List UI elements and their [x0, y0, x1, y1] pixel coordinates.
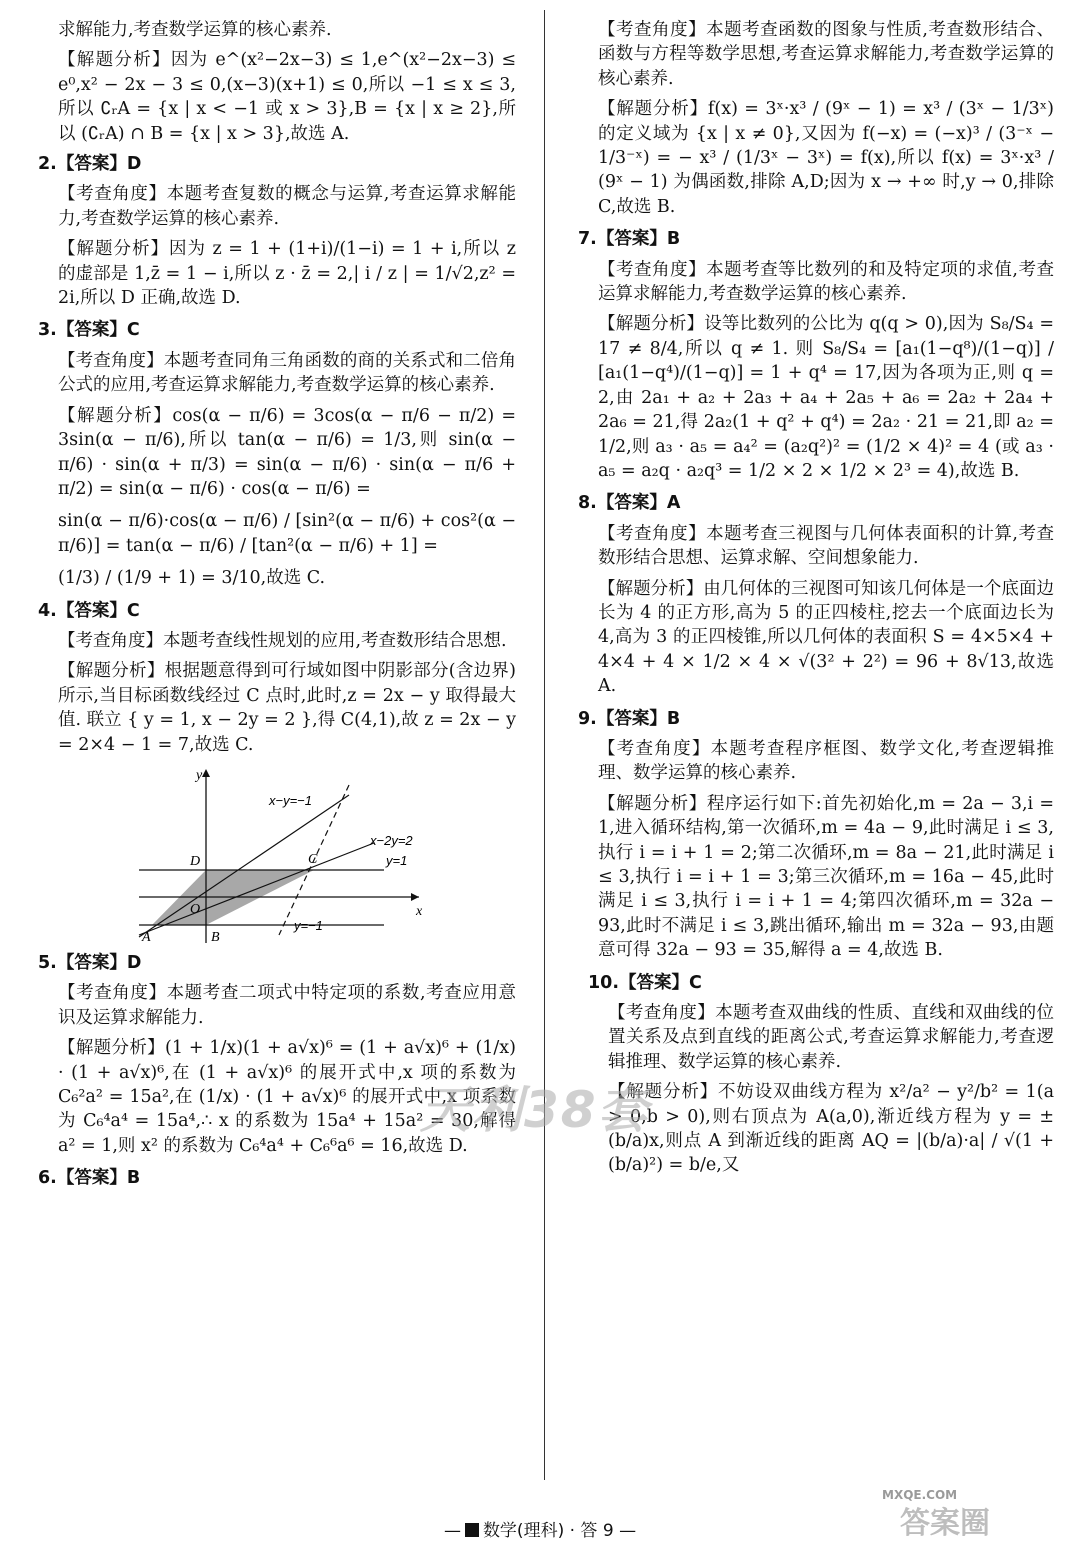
q2-number: 2. [38, 154, 57, 175]
q10-answer: 【答案】C [619, 972, 702, 993]
label-line-4: y=−1 [294, 917, 323, 933]
q9-answer: 【答案】B [596, 708, 681, 729]
label-line-2: x−2y=2 [370, 832, 413, 848]
q4-number: 4. [38, 600, 57, 621]
q8-angle: 【考查角度】本题考查三视图与几何体表面积的计算,考查数形结合思想、运算求解、空间想象能力. [598, 523, 1054, 569]
origin-label: O [190, 901, 201, 917]
q5-angle: 【考查角度】本题考查二项式中特定项的系数,考查应用意识及运算求解能力. [58, 983, 516, 1028]
q10-angle: 【考查角度】本题考查双曲线的性质、直线和双曲线的位置关系及点到直线的距离公式,考查运算求解能力,考查逻辑推理、数学运算的核心素养. [608, 1003, 1054, 1072]
footer-dot: · [569, 1521, 576, 1541]
q9-analysis: 【解题分析】程序运行如下:首先初始化,m = 2a − 3,i = 1,进入循环结构,第一次循环,m = 4a − 9,此时满足 i ≤ 3,执行 i = i + 1 = 2;第二次循环,m = 8a − 21,此时满足 i ≤ 3,执行 i = i + 1 = 3;第三次循环,m = 16a − 45,此时满足 i ≤ 3,执行 i = i + 1 = 4;第四次循环,m = 32a − 93,此时不满足 i ≤ 3,跳出循环,输出 m = 32a − 93,由题意可得 32a − 93 = 35,解得 a = 4,故选 B. [598, 793, 1054, 961]
q4-answer: 【答案】C [56, 600, 140, 621]
q6-analysis: 【解题分析】f(x) = 3ˣ·x³ / (9ˣ − 1) = x³ / (3ˣ − 1/3ˣ) 的定义域为 {x | x ≠ 0},又因为 f(−x) = (−x)³ / (3⁻ˣ − 1/3⁻ˣ) = − x³ / (1/3ˣ − 3ˣ) = f(x),所以 f(x) = 3ˣ·x³ / (9ˣ − 1) 为偶函数,排除 A,D;因为 x → +∞ 时,y → 0,排除 C,故选 B. [598, 99, 1054, 217]
point-c-label: C [308, 851, 318, 867]
q6-answer: 【答案】B [56, 1168, 141, 1189]
intro-text-1: 求解能力,考查数学运算的核心素养. [58, 20, 332, 40]
q5-analysis: 【解题分析】(1 + 1/x)(1 + a√x)⁶ = (1 + a√x)⁶ + (1/x) · (1 + a√x)⁶,在 (1 + a√x)⁶ 的展开式中,x 项的系数为 C₆²a² = 15a²,在 (1/x) · (1 + a√x)⁶ 的展开式中,x 项系数为 C₆⁴a⁴ = 15a⁴,∴ x 的系数为 15a⁴ + 15a² = 30,解得 a² = 1,则 x² 的系数为 C₆⁴a⁴ + C₆⁶a⁶ = 16,故选 D. [58, 1038, 516, 1156]
y-axis-arrow [202, 769, 210, 777]
q2-analysis: 【解题分析】因为 z = 1 + (1+i)/(1−i) = 1 + i,所以 z 的虚部是 1,z̄ = 1 − i,所以 z · z̄ = 2,| i / z | = 1/√2,z² = 2i,所以 D 正确,故选 D. [58, 239, 516, 309]
q10-analysis: 【解题分析】不妨设双曲线方程为 x²/a² − y²/b² = 1(a > 0,b > 0),则右顶点为 A(a,0),渐近线方程为 y = ± (b/a)x,则点 A 到渐近线的距离 AQ = |(b/a)·a| / √(1 + (b/a)²) = b/e,又 [608, 1082, 1054, 1176]
q5-answer: 【答案】D [56, 952, 142, 973]
x-axis-arrow [411, 893, 419, 901]
q3-formula-line: sin(α − π/6)·cos(α − π/6) / [sin²(α − π/6) + cos²(α − π/6)] = tan(α − π/6) / [tan²(α − π/6) + 1] = [58, 511, 516, 556]
q4-angle: 【考查角度】本题考查线性规划的应用,考查数形结合思想. [58, 630, 507, 651]
question-4 [38, 599, 516, 945]
q10-number: 10. [588, 972, 620, 993]
feasible-region-figure [134, 765, 484, 945]
label-line-1: x−y=−1 [269, 792, 313, 808]
footer-left-dash: — [443, 1521, 461, 1541]
question-10 [588, 971, 1054, 1178]
question-3 [38, 318, 516, 590]
q6-number: 6. [38, 1168, 57, 1189]
q8-answer: 【答案】A [596, 493, 681, 514]
y-axis-label: y [196, 767, 203, 783]
brand-watermark: 天利38套 [420, 1081, 650, 1139]
left-column [38, 18, 516, 1197]
site-watermark: MXQE.COM [882, 1488, 958, 1502]
x-axis-label: x [416, 903, 423, 919]
point-b-label: B [211, 929, 220, 945]
q3-analysis: 【解题分析】cos(α − π/6) = 3cos(α − π/6 − π/2) = 3sin(α − π/6),所以 tan(α − π/6) = 1/3,则 sin(α − π/6) · sin(α + π/3) = sin(α − π/6) · sin(α − π/6 + π/2) = sin(α − π/6) · cos(α − π/6) = [58, 405, 516, 499]
question-2 [38, 152, 516, 310]
q7-analysis: 【解题分析】设等比数列的公比为 q(q > 0),因为 S₈/S₄ = 17 ≠ 8/4,所以 q ≠ 1. 则 S₈/S₄ = [a₁(1−q⁸)/(1−q)] / [a₁(1−q⁴)/(1−q)] = 1 + q⁴ = 17,因为各项为正,则 q = 2,由 2a₁ + a₂ + 2a₃ + a₄ + 2a₅ + a₆ = 2a₂ + 2a₄ + 2a₆ = 21,得 2a₂(1 + q² + q⁴) = 2a₂ · 21 = 21,即 a₂ = 1/2,则 a₃ · a₅ = a₄² = (a₂q²)² = (1/2 × 4)² = 4 (或 a₃ · a₅ = a₂q · a₂q³ = 1/2 × 2 × 1/2 × 2³ = 4),故选 B. [598, 314, 1054, 481]
point-a-label: A [142, 929, 151, 945]
feasible-region-graph [134, 765, 484, 945]
q3-angle: 【考查角度】本题考查同角三角函数的商的关系式和二倍角公式的应用,考查运算求解能力,考查数学运算的核心素养. [58, 350, 516, 396]
question-7 [578, 227, 1054, 483]
q6-angle: 【考查角度】本题考查函数的图象与性质,考查数形结合、函数与方程等数学思想,考查运算求解能力,考查数学运算的核心素养. [598, 20, 1054, 89]
question-8 [578, 491, 1054, 698]
q8-number: 8. [578, 493, 597, 514]
q3-result: (1/3) / (1/9 + 1) = 3/10,故选 C. [58, 568, 326, 589]
footer-page: 答 9 [580, 1521, 614, 1541]
q9-number: 9. [578, 708, 597, 729]
intro-text-2: 【解题分析】因为 e^(x²−2x−3) ≤ 1,e^(x²−2x−3) ≤ e⁰,x² − 2x − 3 ≤ 0,(x−3)(x+1) ≤ 0,所以 −1 ≤ x ≤ 3,所以 ∁ᵣA = {x | x < −1 或 x > 3},B = {x | x ≥ 2},所以 (∁ᵣA) ∩ B = {x | x > 3},故选 A. [58, 50, 516, 144]
q5-number: 5. [38, 952, 57, 973]
label-line-3: y=1 [386, 852, 408, 868]
q2-angle: 【考查角度】本题考查复数的概念与运算,考查运算求解能力,考查数学运算的核心素养. [58, 184, 516, 229]
line-x-minus-y [139, 792, 349, 937]
q9-angle: 【考查角度】本题考查程序框图、数学文化,考查逻辑推理、数学运算的核心素养. [598, 738, 1054, 784]
footer-block-icon [465, 1523, 479, 1537]
q2-answer: 【答案】D [56, 154, 142, 175]
footer-right-dash: — [619, 1521, 637, 1541]
badge-watermark: 答案圈 [900, 1506, 990, 1541]
page-footer [0, 1516, 1080, 1541]
question-6-start [38, 1166, 516, 1190]
q7-number: 7. [578, 229, 597, 250]
column-divider [544, 10, 545, 1480]
q7-answer: 【答案】B [596, 229, 681, 250]
q3-number: 3. [38, 320, 57, 341]
q7-angle: 【考查角度】本题考查等比数列的和及特定项的求值,考查运算求解能力,考查数学运算的核心素养. [598, 259, 1054, 305]
point-d-label: D [190, 853, 201, 869]
q8-analysis: 【解题分析】由几何体的三视图可知该几何体是一个底面边长为 4 的正方形,高为 5 的正四棱柱,挖去一个底面边长为 4,高为 3 的正四棱锥,所以几何体的表面积 S = 4×5×4 + 4×4 + 4 × 1/2 × 4 × √(3² + 2²) = 96 + 8√13,故选 A. [598, 578, 1054, 697]
q4-analysis: 【解题分析】根据题意得到可行域如图中阴影部分(含边界)所示,当目标函数线经过 C 点时,此时,z = 2x − y 取得最大值. 联立 { y = 1, x − 2y = 2 },得 C(4,1),故 z = 2x − y = 2×4 − 1 = 7,故选 C. [58, 661, 516, 755]
q3-answer: 【答案】C [56, 320, 140, 341]
footer-subject: 数学(理科) [482, 1521, 565, 1541]
question-9 [578, 707, 1054, 963]
line-x-minus-2y [139, 843, 374, 935]
question-6-continued [598, 18, 1054, 219]
right-column [578, 18, 1054, 1186]
